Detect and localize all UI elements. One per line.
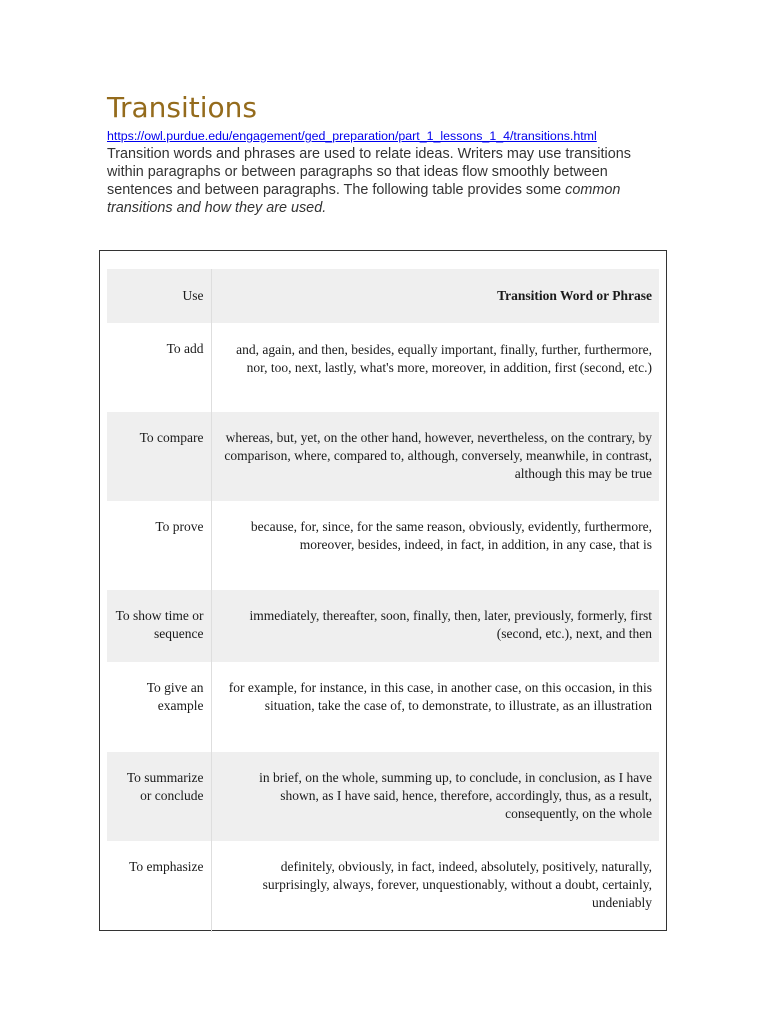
header-transition-phrase: Transition Word or Phrase [211,269,659,323]
table-row [107,590,659,662]
row-use-to-add: To add [107,323,211,412]
row-phrases-to-show-time: immediately, thereafter, soon, finally, then, later, previously, formerly, first (second, etc.), next, and then [211,590,659,662]
row-use-to-summarize: To summarize or conclude [107,752,211,841]
transitions-table-frame [99,250,667,931]
row-use-to-give-example: To give an example [107,662,211,752]
row-use-to-show-time: To show time or sequence [107,590,211,662]
row-phrases-to-summarize: in brief, on the whole, summing up, to conclude, in conclusion, as I have shown, as I have said, hence, therefore, accordingly, thus, as a result, consequently, on the whole [211,752,659,841]
table-row [107,501,659,590]
table-row [107,323,659,412]
table-row [107,841,659,932]
header-use: Use [107,269,211,323]
intro-text: Transition words and phrases are used to relate ideas. Writers may use transitions within paragraphs or between paragraphs so that ideas flow smoothly between sentences and between paragraphs. The following table provides some [107,146,631,198]
page-title: Transitions [107,91,257,124]
table-row [107,662,659,752]
row-phrases-to-give-example: for example, for instance, in this case, in another case, on this occasion, in this situation, take the case of, to demonstrate, to illustrate, as an illustration [228,680,652,713]
row-use-to-prove: To prove [107,501,211,590]
source-link[interactable]: https://owl.purdue.edu/engagement/ged_preparation/part_1_lessons_1_4/transitions.html [107,129,597,143]
table-row [107,412,659,501]
intro-emphasis: common transitions and how they are used. [107,182,621,216]
row-phrases-to-add: and, again, and then, besides, equally important, finally, further, furthermore, nor, too, next, lastly, what's more, moreover, in addition, first (second, etc.) [236,342,652,375]
row-phrases-to-compare: whereas, but, yet, on the other hand, however, nevertheless, on the contrary, by comparison, where, compared to, although, conversely, meanwhile, in contrast, although this may be true [211,412,659,501]
table-row [107,752,659,841]
row-phrases-to-emphasize: definitely, obviously, in fact, indeed, absolutely, positively, naturally, surprisingly, always, forever, unquestionably, without a doubt, certainly, undeniably [262,859,652,910]
row-use-to-emphasize: To emphasize [107,841,211,932]
table-header-row [107,269,659,323]
row-phrases-to-prove: because, for, since, for the same reason, obviously, evidently, furthermore, moreover, besides, indeed, in fact, in addition, in any case, that is [250,519,652,552]
transitions-table [107,269,659,932]
row-use-to-compare: To compare [107,412,211,501]
intro-paragraph [107,145,667,217]
